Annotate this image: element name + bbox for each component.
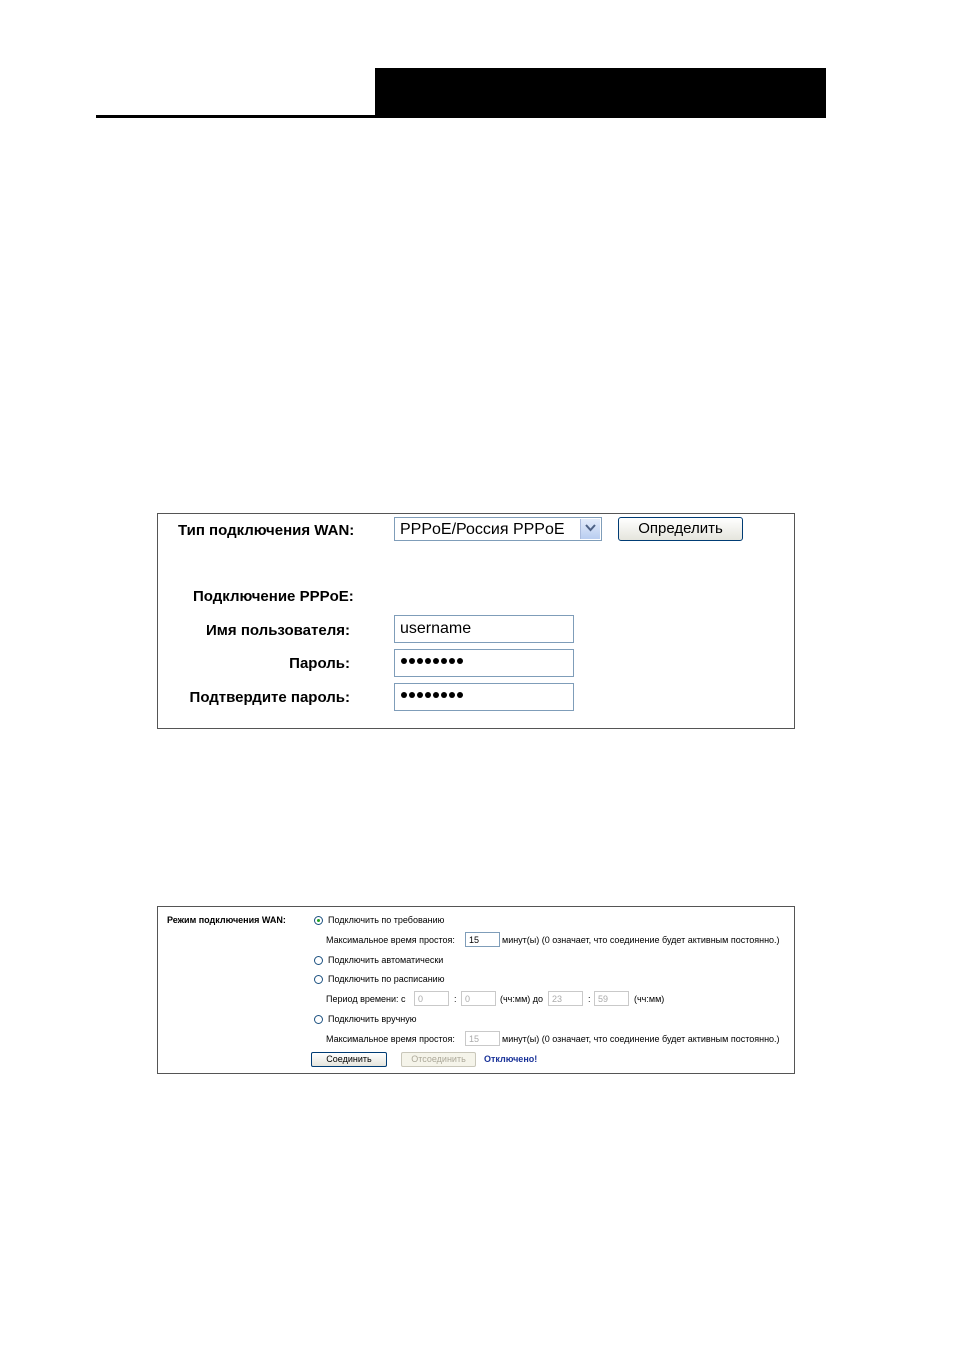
from-minute-input[interactable]: [461, 991, 496, 1006]
confirm-password-label: Подтвердите пароль:: [189, 689, 350, 706]
confirm-password-mask: [401, 692, 463, 698]
radio-auto-connect[interactable]: [314, 956, 323, 965]
header-bar: [375, 68, 824, 118]
from-colon: :: [454, 994, 457, 1004]
radio-manual[interactable]: [314, 1015, 323, 1024]
max-idle-manual-value: 15: [469, 1034, 480, 1044]
radio-on-demand[interactable]: [314, 916, 323, 925]
max-idle-label: Максимальное время простоя:: [326, 935, 455, 945]
to-label: (чч:мм) до: [500, 994, 544, 1004]
to-hour-input[interactable]: [548, 991, 583, 1006]
to-colon: :: [588, 994, 591, 1004]
idle-hint-manual: минут(ы) (0 означает, что соединение будет активным постоянно.): [502, 1034, 780, 1044]
to-minute-input[interactable]: [594, 991, 629, 1006]
auto-connect-label: Подключить автоматически: [328, 955, 444, 965]
confirm-password-field[interactable]: [394, 683, 574, 711]
max-idle-manual-input[interactable]: [465, 1031, 500, 1046]
from-hour-value: 0: [418, 994, 424, 1004]
to-minute-value: 59: [598, 994, 609, 1004]
detect-button[interactable]: Определить: [618, 517, 743, 541]
from-minute-value: 0: [465, 994, 471, 1004]
connection-type-select[interactable]: [394, 517, 602, 541]
password-field[interactable]: [394, 649, 574, 677]
max-idle-manual-label: Максимальное время простоя:: [326, 1034, 455, 1044]
connect-button[interactable]: Соединить: [311, 1052, 387, 1067]
from-hour-input[interactable]: [414, 991, 449, 1006]
chevron-down-icon[interactable]: [580, 519, 600, 539]
password-label: Пароль:: [289, 655, 350, 672]
max-idle-value: 15: [469, 935, 480, 945]
header-rule: [96, 115, 826, 118]
wan-settings-panel: [157, 513, 795, 729]
idle-hint: минут(ы) (0 означает, что соединение будет активным постоянно.): [502, 935, 780, 945]
hhmm-label: (чч:мм): [634, 994, 665, 1004]
pppoe-heading: Подключение PPPoE:: [193, 588, 354, 605]
username-field[interactable]: [394, 615, 574, 643]
connection-type-value: PPPoE/Россия PPPoE: [400, 521, 565, 538]
connection-type-label: Тип подключения WAN:: [178, 522, 355, 539]
radio-scheduled[interactable]: [314, 975, 323, 984]
on-demand-label: Подключить по требованию: [328, 915, 445, 925]
period-label: Период времени: с: [326, 994, 406, 1004]
connection-mode-label: Режим подключения WAN:: [167, 915, 286, 925]
disconnect-button[interactable]: Отсоединить: [401, 1052, 476, 1067]
password-mask: [401, 658, 463, 664]
connection-mode-panel: [157, 906, 795, 1074]
header-bar-edge: [824, 68, 826, 118]
max-idle-input[interactable]: [465, 932, 500, 947]
scheduled-label: Подключить по расписанию: [328, 974, 445, 984]
manual-label: Подключить вручную: [328, 1014, 417, 1024]
to-hour-value: 23: [552, 994, 563, 1004]
status-text: Отключено!: [484, 1054, 538, 1064]
username-label: Имя пользователя:: [206, 622, 350, 639]
username-value: username: [400, 620, 472, 637]
